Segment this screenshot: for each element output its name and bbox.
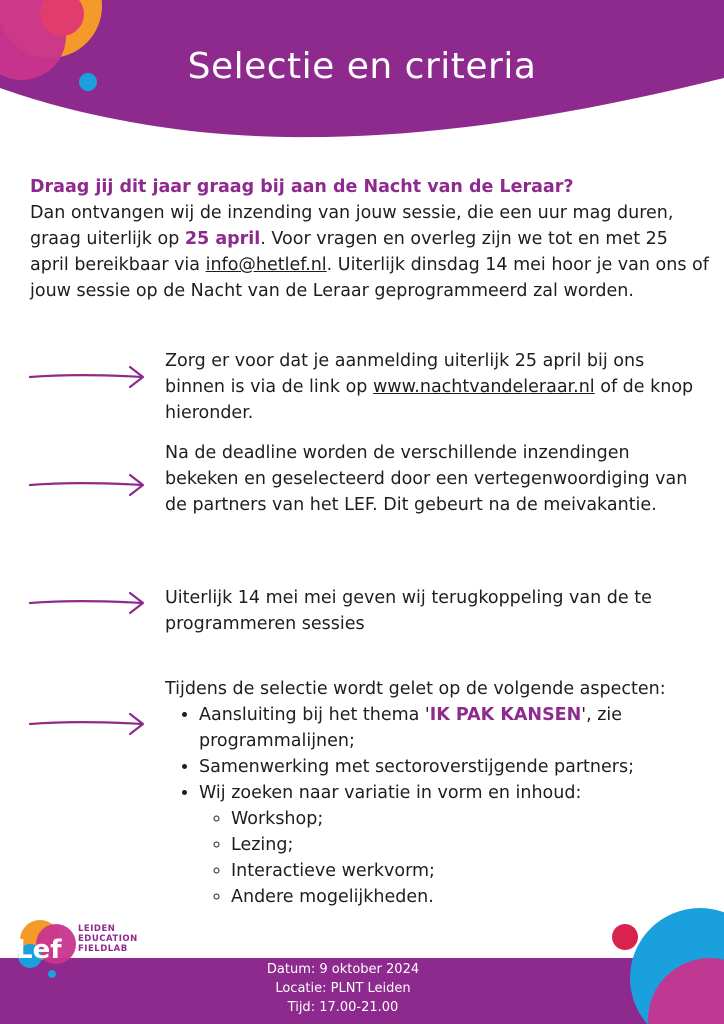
step-text: Zorg er voor dat je aanmelding uiterlijk 25 april bij ons binnen is via de link op: [165, 351, 645, 397]
list-item-text: Wij zoeken naar variatie in vorm en inhoud:: [199, 783, 582, 803]
intro-paragraph: [30, 174, 710, 304]
criteria-list: [165, 702, 705, 910]
step-selection: Na de deadline worden de verschillende inzendingen bekeken en geselecteerd door een vertegenwoordiging van de partners van het LEF. Dit gebeurt na de meivakantie.: [165, 443, 688, 515]
arrow-icon: [28, 364, 146, 390]
intro-body: [30, 200, 710, 304]
criteria-lead: Tijdens de selectie wordt gelet op de volgende aspecten:: [165, 679, 666, 699]
step-registration: [165, 348, 705, 426]
list-item: [199, 780, 705, 910]
theme-highlight: IK PAK KANSEN: [429, 705, 582, 725]
website-link[interactable]: www.nachtvandeleraar.nl: [372, 377, 595, 397]
step-text: of de knop hieronder.: [165, 377, 694, 423]
deadline-highlight: 25 april: [184, 229, 261, 249]
list-item: • Samenwerking met sectoroverstijgende partners;: [199, 754, 705, 780]
event-time: Tijd: 17.00-21.00: [287, 1000, 399, 1015]
event-location: Locatie: PLNT Leiden: [275, 981, 411, 996]
lef-logo-icon: [12, 918, 84, 984]
arrow-icon: [28, 472, 146, 498]
event-details: [0, 960, 686, 1017]
list-item: ◦ Workshop;: [231, 806, 705, 832]
list-item-text: ', zie programmalijnen;: [199, 705, 623, 751]
intro-text: . Uiterlijk dinsdag 14 mei hoor je van ons of jouw sessie op de Nacht van de Leraar geprogrammeerd zal worden.: [30, 255, 709, 301]
list-item-text: Aansluiting bij het thema ': [199, 705, 430, 725]
logo-wordmark: [78, 924, 138, 954]
email-link[interactable]: info@hetlef.nl: [205, 255, 327, 275]
list-item: ◦ Andere mogelijkheden.: [231, 884, 705, 910]
event-date: Datum: 9 oktober 2024: [266, 962, 420, 977]
logo-line: LEIDEN: [78, 924, 116, 934]
logo-mark: Lef: [16, 935, 62, 965]
arrow-icon: [28, 590, 146, 616]
step-feedback: Uiterlijk 14 mei mei geven wij terugkoppeling van de te programmeren sessies: [165, 588, 652, 634]
arrow-icon: [28, 711, 146, 737]
list-item: ◦ Interactieve werkvorm;: [231, 858, 705, 884]
intro-text: Dan ontvangen wij de inzending van jouw sessie, die een uur mag duren, graag uiterlijk op: [30, 203, 674, 249]
format-sublist: [199, 806, 705, 910]
step-criteria: [165, 676, 705, 910]
page-title: Selectie en criteria: [187, 46, 537, 87]
intro-text: . Voor vragen en overleg zijn we tot en met 25 april bereikbaar via: [30, 229, 668, 275]
list-item: ◦ Lezing;: [231, 832, 705, 858]
logo-line: EDUCATION: [78, 934, 138, 944]
logo-line: FIELDLAB: [78, 944, 128, 954]
list-item: [199, 702, 705, 754]
intro-question: Draag jij dit jaar graag bij aan de Nacht van de Leraar?: [30, 177, 574, 197]
